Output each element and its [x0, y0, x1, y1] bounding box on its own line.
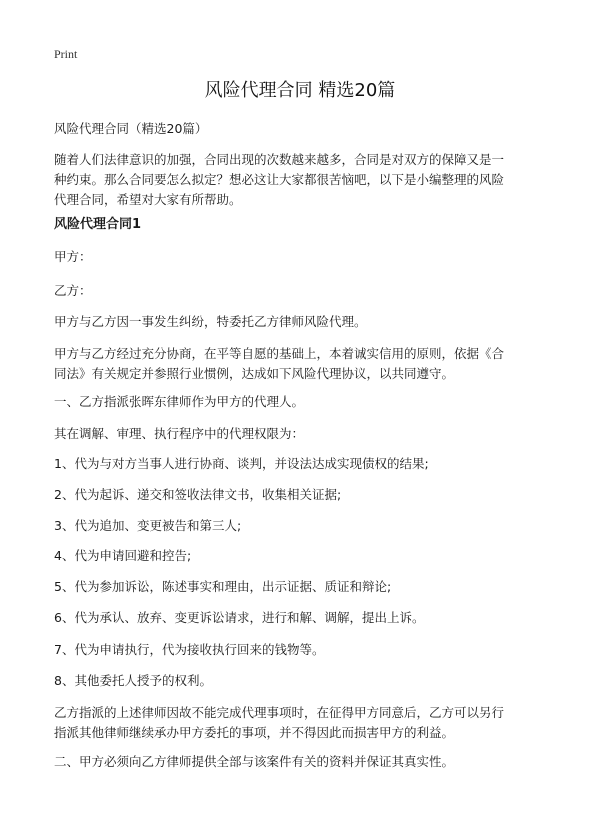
clause-one: 一、乙方指派张晖东律师作为甲方的代理人。	[54, 394, 305, 409]
print-link[interactable]: Print	[54, 47, 78, 61]
authority-item: 1、代为与对方当事人进行协商、谈判，并设法达成实现债权的结果;	[54, 456, 429, 471]
intro-line: 随着人们法律意识的加强，合同出现的次数越来越多，合同是对双方的保障又是一	[54, 152, 505, 167]
substitute-line: 乙方指派的上述律师因故不能完成代理事项时，在征得甲方同意后，乙方可以另行	[54, 705, 505, 720]
authority-item: 5、代为参加诉讼，陈述事实和理由，出示证据、质证和辩论;	[54, 579, 392, 594]
section-heading: 风险代理合同1	[54, 217, 142, 232]
party-a-field: 甲方：	[54, 249, 92, 264]
intro-line: 种约束。那么合同要怎么拟定？想必这让大家都很苦恼吧，以下是小编整理的风险	[54, 172, 505, 187]
authority-item: 4、代为申请回避和控告;	[54, 548, 192, 563]
dispute-paragraph: 甲方与乙方因一事发生纠纷，特委托乙方律师风险代理。	[54, 314, 367, 329]
agreement-line: 甲方与乙方经过充分协商，在平等自愿的基础上，本着诚实信用的原则，依据《合	[54, 346, 505, 361]
agreement-line: 同法》有关规定并参照行业惯例，达成如下风险代理协议，以共同遵守。	[54, 366, 455, 381]
substitute-line: 指派其他律师继续承办甲方委托的事项，并不得因此而损害甲方的利益。	[54, 725, 455, 740]
clause-two: 二、甲方必须向乙方律师提供全部与该案件有关的资料并保证其真实性。	[54, 754, 455, 769]
authority-item: 7、代为申请执行，代为接收执行回来的钱物等。	[54, 642, 325, 657]
document-subtitle: 风险代理合同（精选20篇）	[54, 121, 208, 136]
page-title: 风险代理合同 精选20篇	[204, 80, 396, 101]
substitute-paragraph	[54, 703, 549, 743]
authority-item: 3、代为追加、变更被告和第三人;	[54, 518, 242, 533]
authority-item: 2、代为起诉、递交和签收法律文书，收集相关证据;	[54, 487, 342, 502]
agreement-paragraph	[54, 344, 549, 384]
intro-line: 代理合同，希望对大家有所帮助。	[54, 192, 242, 207]
authority-item: 6、代为承认、放弃、变更诉讼请求，进行和解、调解，提出上诉。	[54, 610, 425, 625]
intro-paragraph	[54, 150, 549, 210]
authority-item: 8、其他委托人授予的权利。	[54, 673, 212, 688]
authority-intro: 其在调解、审理、执行程序中的代理权限为：	[54, 426, 305, 441]
party-b-field: 乙方：	[54, 283, 92, 298]
